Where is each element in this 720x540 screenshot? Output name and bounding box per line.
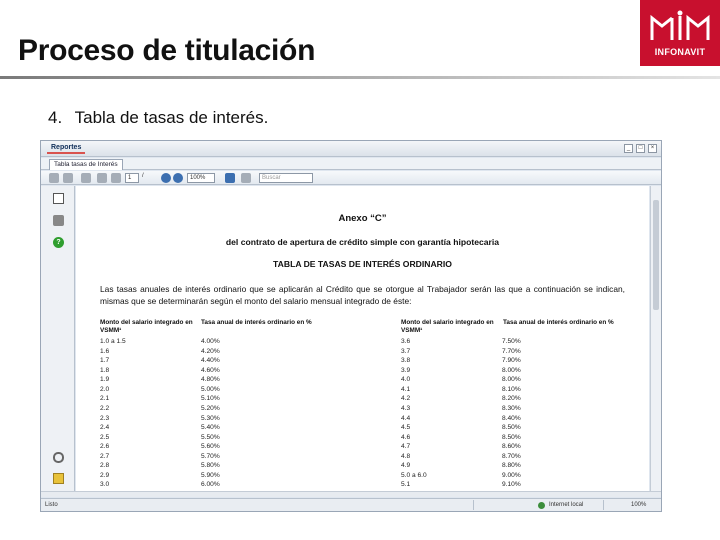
- salary-cell: 4.1: [401, 385, 411, 393]
- rate-cell: 8.30%: [502, 404, 521, 412]
- rate-cell: 4.80%: [201, 376, 220, 384]
- status-text: Listo: [45, 502, 58, 508]
- rate-cell: 8.50%: [502, 424, 521, 432]
- table-row: [100, 452, 320, 462]
- navigation-panel: [41, 186, 75, 491]
- table-row: [100, 433, 320, 443]
- table-row: [401, 423, 621, 433]
- rate-cell: 8.10%: [502, 385, 521, 393]
- salary-cell: 4.0: [401, 376, 411, 384]
- salary-cell: 2.8: [100, 462, 110, 470]
- rate-cell: 8.00%: [502, 376, 521, 384]
- salary-cell: 2.9: [100, 471, 110, 479]
- rate-cell: 5.10%: [201, 395, 220, 403]
- rate-cell: 9.00%: [502, 471, 521, 479]
- table-row: [100, 366, 320, 376]
- rate-cell: 7.90%: [502, 357, 521, 365]
- status-divider: [473, 500, 474, 510]
- table-row: [100, 480, 320, 490]
- table-row: [401, 433, 621, 443]
- window-controls: [624, 144, 657, 153]
- table-row: [100, 471, 320, 481]
- attachment-icon[interactable]: [53, 452, 64, 463]
- salary-cell: 2.6: [100, 443, 110, 451]
- status-zoom[interactable]: 100%: [631, 502, 647, 508]
- right-rate-header: Tasa anual de interés ordinario en %: [503, 319, 614, 326]
- rate-cell: 6.00%: [201, 481, 220, 489]
- left-salary-header: Monto del salario integrado en VSMM¹: [100, 319, 193, 334]
- table-row: [100, 442, 320, 452]
- rate-cell: 4.60%: [201, 366, 220, 374]
- save-copy-icon[interactable]: [225, 173, 235, 183]
- document-page: [76, 186, 649, 491]
- table-row: [100, 404, 320, 414]
- zoom-select[interactable]: 100%: [187, 173, 215, 183]
- status-divider-2: [603, 500, 604, 510]
- salary-cell: 1.8: [100, 366, 110, 374]
- print-icon[interactable]: [81, 173, 91, 183]
- table-row: [100, 414, 320, 424]
- rate-cell: 8.20%: [502, 395, 521, 403]
- horizontal-scrollbar[interactable]: [41, 491, 661, 497]
- subtitle-text: Tabla de tasas de interés.: [74, 108, 269, 127]
- rate-cell: 7.70%: [502, 347, 521, 355]
- salary-cell: 4.2: [401, 395, 411, 403]
- salary-cell: 2.7: [100, 452, 110, 460]
- table-row: [401, 347, 621, 357]
- document-tab-row: [41, 158, 661, 170]
- table-row: [401, 356, 621, 366]
- salary-cell: 4.5: [401, 424, 411, 432]
- salary-cell: 3.9: [401, 366, 411, 374]
- vertical-scrollbar[interactable]: [650, 186, 661, 491]
- table-row: [401, 404, 621, 414]
- rate-cell: 5.20%: [201, 404, 220, 412]
- rate-cell: 7.50%: [502, 338, 521, 345]
- open-icon[interactable]: [49, 173, 59, 183]
- rate-cell: 4.40%: [201, 357, 220, 365]
- right-rate-table: [401, 337, 621, 509]
- left-rate-table: [100, 337, 320, 509]
- table-row: [401, 394, 621, 404]
- internet-zone-icon: [538, 502, 545, 509]
- table-title: TABLA DE TASAS DE INTERÉS ORDINARIO: [273, 259, 452, 269]
- table-row: [100, 356, 320, 366]
- lock-icon[interactable]: [53, 215, 64, 226]
- table-row: [401, 414, 621, 424]
- minimize-button[interactable]: _: [624, 144, 633, 153]
- table-row: [100, 385, 320, 395]
- scrollbar-thumb[interactable]: [653, 200, 659, 310]
- table-row: [401, 385, 621, 395]
- save-icon[interactable]: [63, 173, 73, 183]
- table-row: [100, 347, 320, 357]
- rate-cell: 5.70%: [201, 452, 220, 460]
- table-row: [401, 366, 621, 376]
- salary-cell: 2.1: [100, 395, 110, 403]
- infonavit-logo: [640, 0, 720, 66]
- print-document-icon[interactable]: [241, 173, 251, 183]
- table-row: [401, 452, 621, 462]
- header-divider: [0, 76, 720, 79]
- rate-cell: 9.10%: [502, 481, 521, 489]
- zoom-out-icon[interactable]: [161, 173, 171, 183]
- window-titlebar: [41, 141, 661, 157]
- logo-text: INFONAVIT: [654, 46, 706, 57]
- salary-cell: 1.6: [100, 347, 110, 355]
- previous-page-icon[interactable]: [97, 173, 107, 183]
- rate-cell: 8.70%: [502, 452, 521, 460]
- salary-cell: 2.5: [100, 433, 110, 441]
- pdf-toolbar: [41, 171, 661, 185]
- salary-cell: 4.4: [401, 414, 411, 422]
- table-row: [401, 480, 621, 490]
- left-rate-header: Tasa anual de interés ordinario en %: [201, 319, 312, 326]
- salary-cell: 2.0: [100, 385, 110, 393]
- salary-cell: 1.7: [100, 357, 110, 365]
- table-row: [401, 442, 621, 452]
- slide-title: Proceso de titulación: [18, 34, 316, 67]
- salary-cell: 2.4: [100, 424, 110, 432]
- table-row: [100, 337, 320, 347]
- rate-cell: 4.20%: [201, 347, 220, 355]
- right-salary-header: Monto del salario integrado en VSMM¹: [401, 319, 494, 334]
- rate-cell: 8.50%: [502, 433, 521, 441]
- table-row: [100, 461, 320, 471]
- contract-title: del contrato de apertura de crédito simple con garantía hipotecaria: [225, 237, 500, 247]
- annex-title: Anexo “C”: [338, 213, 387, 224]
- infonavit-logo-icon: [648, 10, 712, 44]
- table-row: [401, 471, 621, 481]
- pages-icon[interactable]: [53, 193, 64, 204]
- rate-cell: 5.90%: [201, 471, 220, 479]
- rate-cell: 5.50%: [201, 433, 220, 441]
- comments-icon[interactable]: [53, 473, 64, 484]
- salary-cell: 4.6: [401, 433, 411, 441]
- search-input[interactable]: Buscar: [259, 173, 313, 183]
- salary-cell: 2.3: [100, 414, 110, 422]
- salary-cell: 3.8: [401, 357, 411, 365]
- zoom-in-icon[interactable]: [173, 173, 183, 183]
- subtitle-number: 4.: [48, 108, 63, 127]
- rate-cell: 8.00%: [502, 366, 521, 374]
- rate-cell: 8.80%: [502, 462, 521, 470]
- page-number-input[interactable]: 1: [125, 173, 139, 183]
- table-row: [100, 394, 320, 404]
- tab-tabla-tasas[interactable]: Tabla tasas de Interés: [49, 159, 123, 170]
- help-icon[interactable]: ?: [53, 237, 64, 248]
- rate-cell: 4.00%: [201, 338, 220, 345]
- page-separator: /: [142, 173, 144, 179]
- salary-cell: 1.9: [100, 376, 110, 384]
- salary-cell: 4.9: [401, 462, 411, 470]
- salary-cell: 5.0 a 6.0: [401, 471, 427, 479]
- window-title[interactable]: Reportes: [51, 144, 82, 151]
- intro-paragraph: Las tasas anuales de interés ordinario que se aplicarán al Crédito que se otorgue al Trabajador serán las que a continuación se indican, mismas que se determinarán según el monto del salario mensual integrado de éste:: [100, 284, 625, 306]
- status-bar: [41, 498, 661, 511]
- zone-text: Internet local: [549, 502, 584, 508]
- rate-cell: 5.30%: [201, 414, 220, 422]
- rate-cell: 5.60%: [201, 443, 220, 451]
- salary-cell: 4.7: [401, 443, 411, 451]
- rate-cell: 5.00%: [201, 385, 220, 393]
- restore-button[interactable]: □: [636, 144, 645, 153]
- table-row: [401, 375, 621, 385]
- salary-cell: 3.6: [401, 338, 411, 345]
- salary-cell: 4.3: [401, 404, 411, 412]
- salary-cell: 4.8: [401, 452, 411, 460]
- rate-cell: 5.40%: [201, 424, 220, 432]
- rate-cell: 8.60%: [502, 443, 521, 451]
- slide-subtitle: [48, 108, 268, 128]
- salary-cell: 5.1: [401, 481, 411, 489]
- report-viewer-window: [40, 140, 662, 512]
- table-row: [100, 375, 320, 385]
- salary-cell: 3.0: [100, 481, 110, 489]
- next-page-icon[interactable]: [111, 173, 121, 183]
- salary-cell: 3.7: [401, 347, 411, 355]
- rate-cell: 8.40%: [502, 414, 521, 422]
- salary-cell: 2.2: [100, 404, 110, 412]
- rate-cell: 5.80%: [201, 462, 220, 470]
- table-row: [401, 337, 621, 347]
- table-row: [401, 461, 621, 471]
- close-button[interactable]: ×: [648, 144, 657, 153]
- table-row: [100, 423, 320, 433]
- salary-cell: 1.0 a 1.5: [100, 338, 126, 345]
